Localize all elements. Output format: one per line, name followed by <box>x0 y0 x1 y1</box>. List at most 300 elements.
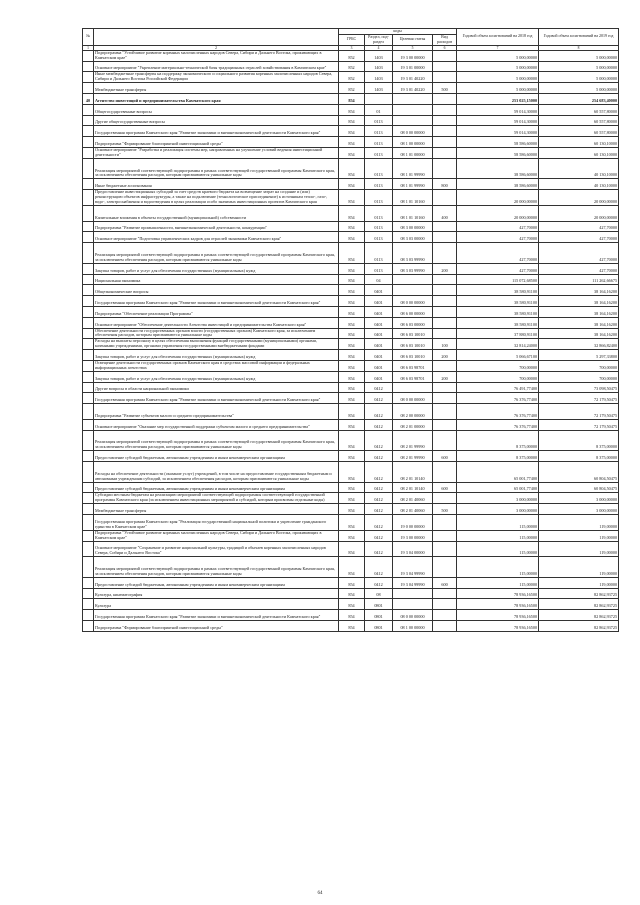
row-expense-type <box>433 430 457 451</box>
row-grbs: 854 <box>339 306 365 317</box>
row-grbs: 854 <box>339 243 365 264</box>
row-target-article: 08 3 03 99990 <box>393 263 433 274</box>
row-razdel: 0412 <box>365 504 393 515</box>
row-target-article: 08 1 01 99990 <box>393 179 433 190</box>
row-amount-2018: 3 000,00000 <box>457 493 539 504</box>
row-expense-type <box>433 61 457 72</box>
row-grbs: 854 <box>339 515 365 531</box>
row-amount-2018: 8 375,00000 <box>457 430 539 451</box>
row-name: Основное мероприятие "Сохранение и развитие национальной культуры, традиций и обычаев коренных малочисленных народов Севера, Сибири и Дальнего Востока" <box>94 541 339 557</box>
row-target-article: 08 1 00 00000 <box>393 137 433 148</box>
row-amount-2018: 58 586,60000 <box>457 137 539 148</box>
row-amount-2018: 38 580,91100 <box>457 285 539 296</box>
row-expense-type <box>433 382 457 393</box>
row-amount-2018: 38 580,91100 <box>457 317 539 328</box>
row-expense-type <box>433 296 457 307</box>
row-target-article: 19 3 01 40220 <box>393 72 433 83</box>
row-expense-type: 500 <box>433 504 457 515</box>
row-number <box>83 504 94 515</box>
row-amount-2019: 38 164,16200 <box>539 306 619 317</box>
row-grbs: 854 <box>339 382 365 393</box>
row-razdel: 0113 <box>365 243 393 264</box>
row-amount-2018: 700,00000 <box>457 371 539 382</box>
row-grbs: 852 <box>339 72 365 83</box>
row-amount-2019: 60 804,50475 <box>539 462 619 483</box>
row-razdel: 0113 <box>365 158 393 179</box>
row-amount-2018: 76 376,77400 <box>457 404 539 420</box>
row-name: Подпрограмма "Формирование благоприятной инвестиционной среды" <box>94 620 339 631</box>
table-row <box>83 462 619 483</box>
row-number <box>83 115 94 126</box>
row-razdel: 0401 <box>365 306 393 317</box>
row-razdel: 0113 <box>365 179 393 190</box>
row-grbs: 854 <box>339 482 365 493</box>
row-name: Основное мероприятие "Обеспечение деятельности Агентства инвестиций и предпринимательства Камчатского края" <box>94 317 339 328</box>
row-name: Реализация мероприятий соответствующей подпрограммы в рамках соответствующей государственной программы Камчатского края, за исключением обеспечения расходов, которым присваиваются уникальные коды <box>94 430 339 451</box>
row-number <box>83 306 94 317</box>
table-row <box>83 147 619 158</box>
table-row <box>83 50 619 61</box>
row-amount-2018: 427,70000 <box>457 263 539 274</box>
table-row <box>83 328 619 339</box>
row-name: Предоставление субсидий бюджетным, автономным учреждениям и иным некоммерческим организациям <box>94 577 339 588</box>
row-razdel: 0113 <box>365 190 393 206</box>
table-row <box>83 205 619 221</box>
row-grbs: 854 <box>339 577 365 588</box>
row-amount-2018: 5 000,00000 <box>457 61 539 72</box>
row-grbs: 852 <box>339 61 365 72</box>
table-row <box>83 83 619 94</box>
row-name: Основное мероприятие "Оказание мер государственной поддержки субъектам малого и среднего предпринимательства" <box>94 419 339 430</box>
row-target-article: 08 6 03 98701 <box>393 371 433 382</box>
row-number <box>83 541 94 557</box>
row-expense-type <box>433 306 457 317</box>
row-grbs: 854 <box>339 339 365 350</box>
row-amount-2018: 38 580,91100 <box>457 296 539 307</box>
table-row <box>83 482 619 493</box>
row-name: Иные бюджетные ассигнования <box>94 179 339 190</box>
row-amount-2018: 5 000,00000 <box>457 50 539 61</box>
row-expense-type <box>433 610 457 621</box>
table-row <box>83 419 619 430</box>
row-number <box>83 339 94 350</box>
row-amount-2018: 76 376,77400 <box>457 419 539 430</box>
row-number <box>83 263 94 274</box>
column-index: 6 <box>433 45 457 50</box>
row-amount-2018: 59 014,30000 <box>457 104 539 115</box>
row-expense-type: 600 <box>433 451 457 462</box>
row-target-article: 19 3 01 00000 <box>393 61 433 72</box>
row-name: Реализация мероприятий соответствующей подпрограммы в рамках соответствующей государственной программы Камчатского края, за исключением обеспечения расходов, которым присваиваются уникальные коды <box>94 243 339 264</box>
table-row <box>83 541 619 557</box>
row-number <box>83 482 94 493</box>
row-expense-type <box>433 147 457 158</box>
row-amount-2018: 700,00000 <box>457 360 539 371</box>
row-grbs: 854 <box>339 317 365 328</box>
row-grbs: 854 <box>339 599 365 610</box>
table-row <box>83 599 619 610</box>
row-grbs: 854 <box>339 93 365 104</box>
row-number <box>83 274 94 285</box>
row-number <box>83 404 94 420</box>
row-amount-2018: 76 376,77400 <box>457 393 539 404</box>
row-amount-2019: 60 130,10000 <box>539 137 619 148</box>
row-name: Общегосударственные вопросы <box>94 104 339 115</box>
table-row <box>83 158 619 179</box>
row-razdel: 08 <box>365 588 393 599</box>
row-razdel: 0412 <box>365 430 393 451</box>
row-amount-2019: 427,70000 <box>539 232 619 243</box>
table-row <box>83 274 619 285</box>
row-grbs: 854 <box>339 205 365 221</box>
table-row <box>83 382 619 393</box>
row-amount-2019: 5 000,00000 <box>539 61 619 72</box>
row-number <box>83 430 94 451</box>
row-amount-2019: 32 866,82400 <box>539 339 619 350</box>
row-grbs: 854 <box>339 190 365 206</box>
row-amount-2018: 115 072,68500 <box>457 274 539 285</box>
row-name: Закупка товаров, работ и услуг для обеспечения государственных (муниципальных) нужд <box>94 350 339 361</box>
row-expense-type <box>433 588 457 599</box>
row-razdel: 0412 <box>365 541 393 557</box>
table-row <box>83 93 619 104</box>
row-name: Государственная программа Камчатского края "Реализация государственной национальной политики и укрепление гражданского единства в Камчатском крае" <box>94 515 339 531</box>
row-amount-2018: 5 000,00000 <box>457 72 539 83</box>
row-amount-2018: 5 000,00000 <box>457 83 539 94</box>
row-expense-type <box>433 419 457 430</box>
row-razdel: 0412 <box>365 462 393 483</box>
row-target-article: 08 6 03 00000 <box>393 317 433 328</box>
table-row <box>83 588 619 599</box>
row-name: Другие общегосударственные вопросы <box>94 115 339 126</box>
row-number <box>83 221 94 232</box>
row-name: Государственная программа Камчатского края "Развитие экономики и внешнеэкономической деятельности Камчатского края" <box>94 126 339 137</box>
row-amount-2018: 253 025,15000 <box>457 93 539 104</box>
row-razdel: 0401 <box>365 339 393 350</box>
row-amount-2019: 38 164,16200 <box>539 328 619 339</box>
row-number <box>83 493 94 504</box>
row-amount-2018: 37 880,91100 <box>457 328 539 339</box>
row-expense-type <box>433 515 457 531</box>
table-row <box>83 350 619 361</box>
row-name: Общеэкономические вопросы <box>94 285 339 296</box>
column-index: 4 <box>365 45 393 50</box>
row-number <box>83 179 94 190</box>
row-amount-2019: 72 179,50475 <box>539 419 619 430</box>
row-target-article: 08 6 03 10010 <box>393 350 433 361</box>
row-razdel: 0412 <box>365 577 393 588</box>
row-expense-type <box>433 541 457 557</box>
row-amount-2018: 115,00000 <box>457 557 539 578</box>
row-razdel: 0113 <box>365 263 393 274</box>
row-amount-2018: 59 014,30000 <box>457 115 539 126</box>
row-razdel: 0113 <box>365 205 393 221</box>
row-name: Реализация мероприятий соответствующей подпрограммы в рамках соответствующей государственной программы Камчатского края, за исключением обеспечения расходов, которым присваиваются уникальные коды <box>94 158 339 179</box>
row-target-article: 08 0 00 00000 <box>393 393 433 404</box>
row-expense-type <box>433 393 457 404</box>
row-amount-2018: 3 000,00000 <box>457 504 539 515</box>
row-number <box>83 588 94 599</box>
row-amount-2019: 38 164,16200 <box>539 285 619 296</box>
row-expense-type: 200 <box>433 350 457 361</box>
row-name: Межбюджетные трансферты <box>94 83 339 94</box>
row-expense-type <box>433 221 457 232</box>
row-number <box>83 350 94 361</box>
row-expense-type <box>433 126 457 137</box>
row-name: Иные межбюджетные трансферты на поддержку экономического и социального развития коренных малочисленных народов Севера, Сибири и Дальнего Востока Российской Федерации <box>94 72 339 83</box>
row-target-article: 08 1 00 00000 <box>393 620 433 631</box>
row-name: Реализация мероприятий соответствующей подпрограммы в рамках соответствующей государственной программы Камчатского края, за исключением обеспечения расходов, которым присваиваются уникальные коды <box>94 557 339 578</box>
row-target-article <box>393 104 433 115</box>
row-expense-type <box>433 462 457 483</box>
row-razdel: 0412 <box>365 515 393 531</box>
row-expense-type <box>433 72 457 83</box>
table-row <box>83 190 619 206</box>
row-target-article: 08 6 03 98701 <box>393 360 433 371</box>
row-name: Другие вопросы в области национальной экономики <box>94 382 339 393</box>
table-row <box>83 243 619 264</box>
row-expense-type <box>433 243 457 264</box>
row-number: 40 <box>83 93 94 104</box>
row-amount-2018: 115,00000 <box>457 530 539 541</box>
row-number <box>83 451 94 462</box>
row-target-article: 19 0 00 00000 <box>393 515 433 531</box>
row-grbs: 854 <box>339 541 365 557</box>
row-amount-2019: 60 804,50475 <box>539 482 619 493</box>
row-number <box>83 610 94 621</box>
row-amount-2019: 119,00000 <box>539 515 619 531</box>
table-row <box>83 285 619 296</box>
row-razdel: 1403 <box>365 83 393 94</box>
row-grbs: 854 <box>339 493 365 504</box>
row-number <box>83 190 94 206</box>
row-target-article: 08 2 01 99990 <box>393 430 433 451</box>
row-razdel: 1403 <box>365 72 393 83</box>
row-razdel: 0113 <box>365 126 393 137</box>
row-amount-2018: 58 586,60000 <box>457 147 539 158</box>
row-amount-2019: 254 683,40000 <box>539 93 619 104</box>
row-razdel: 0401 <box>365 360 393 371</box>
row-razdel: 1403 <box>365 61 393 72</box>
row-amount-2019: 82 862,93725 <box>539 588 619 599</box>
row-name: Государственная программа Камчатского края "Развитие экономики и внешнеэкономической деятельности Камчатского края" <box>94 393 339 404</box>
table-row <box>83 504 619 515</box>
row-grbs: 854 <box>339 393 365 404</box>
row-amount-2019: 700,00000 <box>539 371 619 382</box>
row-number <box>83 382 94 393</box>
row-amount-2018: 8 375,00000 <box>457 451 539 462</box>
table-row <box>83 221 619 232</box>
row-expense-type <box>433 360 457 371</box>
row-target-article: 08 2 01 40060 <box>393 493 433 504</box>
row-razdel: 0412 <box>365 530 393 541</box>
table-row <box>83 430 619 451</box>
row-name: Капитальные вложения в объекты государственной (муниципальной) собственности <box>94 205 339 221</box>
row-amount-2019: 20 000,00000 <box>539 190 619 206</box>
row-amount-2019: 82 862,93725 <box>539 610 619 621</box>
row-amount-2019: 60 557,80000 <box>539 115 619 126</box>
row-name: Национальная экономика <box>94 274 339 285</box>
row-expense-type <box>433 557 457 578</box>
row-expense-type <box>433 232 457 243</box>
table-row <box>83 339 619 350</box>
row-grbs: 854 <box>339 462 365 483</box>
row-amount-2019: 5 000,00000 <box>539 72 619 83</box>
row-target-article <box>393 382 433 393</box>
row-target-article: 08 2 01 99990 <box>393 451 433 462</box>
table-row <box>83 530 619 541</box>
row-number <box>83 285 94 296</box>
row-number <box>83 577 94 588</box>
row-grbs: 854 <box>339 360 365 371</box>
row-target-article: 08 6 00 00000 <box>393 306 433 317</box>
row-amount-2018: 115,00000 <box>457 541 539 557</box>
row-number <box>83 296 94 307</box>
row-expense-type <box>433 115 457 126</box>
table-row <box>83 393 619 404</box>
row-number <box>83 419 94 430</box>
row-grbs: 854 <box>339 504 365 515</box>
row-expense-type <box>433 599 457 610</box>
row-name: Закупка товаров, работ и услуг для обеспечения государственных (муниципальных) нужд <box>94 263 339 274</box>
row-grbs: 852 <box>339 83 365 94</box>
row-amount-2018: 59 014,30000 <box>457 126 539 137</box>
header-num: № <box>83 29 94 46</box>
row-expense-type <box>433 93 457 104</box>
row-expense-type <box>433 158 457 179</box>
row-grbs: 854 <box>339 179 365 190</box>
header-razdel: Раздел, под-раздел <box>365 34 393 45</box>
row-target-article: 19 3 00 00000 <box>393 530 433 541</box>
row-amount-2018: 38 586,60000 <box>457 179 539 190</box>
row-expense-type <box>433 190 457 206</box>
row-grbs: 854 <box>339 147 365 158</box>
row-amount-2019: 60 557,80000 <box>539 126 619 137</box>
row-name: Предоставление инвестиционных субсидий за счет средств краевого бюджета на возмещение затрат на создание и (или) реконструкцию объектов инфраструктуры, а также на подключение (технологическое присоединение) к источникам тепло-, газо-, водо-, электроснабжения и водоотведения в целях реализации особо значимых инвестиционных проектов Камчатского края <box>94 190 339 206</box>
row-number <box>83 50 94 61</box>
row-target-article: 08 3 03 99990 <box>393 243 433 264</box>
row-target-article <box>393 588 433 599</box>
row-amount-2019: 111 262,66675 <box>539 274 619 285</box>
table-row <box>83 360 619 371</box>
table-row <box>83 72 619 83</box>
header-year-2018: Годовой объем ассигнований на 2018 год <box>457 29 539 46</box>
row-target-article: 08 1 01 99990 <box>393 158 433 179</box>
row-amount-2019: 60 130,10000 <box>539 147 619 158</box>
row-number <box>83 137 94 148</box>
row-grbs: 854 <box>339 221 365 232</box>
row-grbs: 854 <box>339 115 365 126</box>
row-grbs: 852 <box>339 50 365 61</box>
row-razdel: 0113 <box>365 147 393 158</box>
row-number <box>83 317 94 328</box>
table-row <box>83 296 619 307</box>
row-target-article: 08 1 01 10160 <box>393 190 433 206</box>
row-target-article: 08 2 01 40060 <box>393 504 433 515</box>
row-razdel: 0401 <box>365 350 393 361</box>
row-expense-type: 200 <box>433 371 457 382</box>
row-expense-type <box>433 493 457 504</box>
table-row <box>83 317 619 328</box>
row-name: Закупка товаров, работ и услуг для обеспечения государственных (муниципальных) нужд <box>94 371 339 382</box>
row-grbs: 854 <box>339 404 365 420</box>
row-amount-2019: 119,00000 <box>539 577 619 588</box>
table-row <box>83 610 619 621</box>
row-razdel: 04 <box>365 274 393 285</box>
row-number <box>83 61 94 72</box>
table-row <box>83 126 619 137</box>
row-razdel: 0412 <box>365 493 393 504</box>
row-number <box>83 232 94 243</box>
row-number <box>83 243 94 264</box>
row-name: Основное мероприятие "Укрепление материально-технической базы традиционных отраслей хозяйствования в Камчатском крае" <box>94 61 339 72</box>
table-row <box>83 515 619 531</box>
row-amount-2018: 115,00000 <box>457 577 539 588</box>
table-row <box>83 232 619 243</box>
column-index: 8 <box>539 45 619 50</box>
row-name: Субсидии местным бюджетам на реализацию мероприятий соответствующей подпрограммы соответствующей государственной программы Камчатского края (за исключением инвестиционных мероприятий и субсидий, которым присвоены отдельные коды) <box>94 493 339 504</box>
row-amount-2019: 38 164,16200 <box>539 296 619 307</box>
row-number <box>83 328 94 339</box>
row-number <box>83 83 94 94</box>
row-expense-type <box>433 620 457 631</box>
row-grbs: 854 <box>339 350 365 361</box>
row-amount-2019: 40 130,10000 <box>539 179 619 190</box>
row-amount-2018: 20 000,00000 <box>457 205 539 221</box>
row-amount-2019: 119,00000 <box>539 541 619 557</box>
row-number <box>83 393 94 404</box>
row-name: Государственная программа Камчатского края "Развитие экономики и внешнеэкономической деятельности Камчатского края" <box>94 610 339 621</box>
row-target-article: 08 2 01 10140 <box>393 482 433 493</box>
row-amount-2019: 20 000,00000 <box>539 205 619 221</box>
row-grbs: 854 <box>339 588 365 599</box>
row-expense-type: 200 <box>433 263 457 274</box>
table-row <box>83 620 619 631</box>
row-number <box>83 72 94 83</box>
row-amount-2019: 119,00000 <box>539 557 619 578</box>
row-razdel: 0801 <box>365 599 393 610</box>
row-grbs: 854 <box>339 104 365 115</box>
row-amount-2019: 3 000,00000 <box>539 493 619 504</box>
row-name: Обеспечение деятельности государственных органов власти (государственных органов) Камчатского края, за исключением обеспечения расходов, которым присваиваются уникальные коды <box>94 328 339 339</box>
table-row <box>83 451 619 462</box>
row-grbs: 854 <box>339 137 365 148</box>
row-razdel: 0801 <box>365 620 393 631</box>
row-razdel: 0412 <box>365 557 393 578</box>
row-amount-2019: 5 000,00000 <box>539 50 619 61</box>
row-target-article: 08 1 01 00000 <box>393 147 433 158</box>
table-row <box>83 179 619 190</box>
row-amount-2019: 82 862,93725 <box>539 599 619 610</box>
row-name: Подпрограмма "Обеспечение реализации Программы" <box>94 306 339 317</box>
row-amount-2018: 38 586,60000 <box>457 158 539 179</box>
row-number <box>83 104 94 115</box>
row-razdel: 0401 <box>365 296 393 307</box>
row-razdel: 0412 <box>365 451 393 462</box>
table-row <box>83 306 619 317</box>
row-amount-2018: 65 001,77400 <box>457 482 539 493</box>
row-target-article: 08 0 00 00000 <box>393 610 433 621</box>
column-index: 5 <box>393 45 433 50</box>
row-razdel: 0401 <box>365 371 393 382</box>
row-amount-2018: 427,70000 <box>457 221 539 232</box>
column-index: 7 <box>457 45 539 50</box>
budget-table <box>82 28 619 632</box>
column-index: 1 <box>83 45 94 50</box>
row-expense-type <box>433 530 457 541</box>
row-expense-type: 100 <box>433 339 457 350</box>
row-grbs: 854 <box>339 419 365 430</box>
